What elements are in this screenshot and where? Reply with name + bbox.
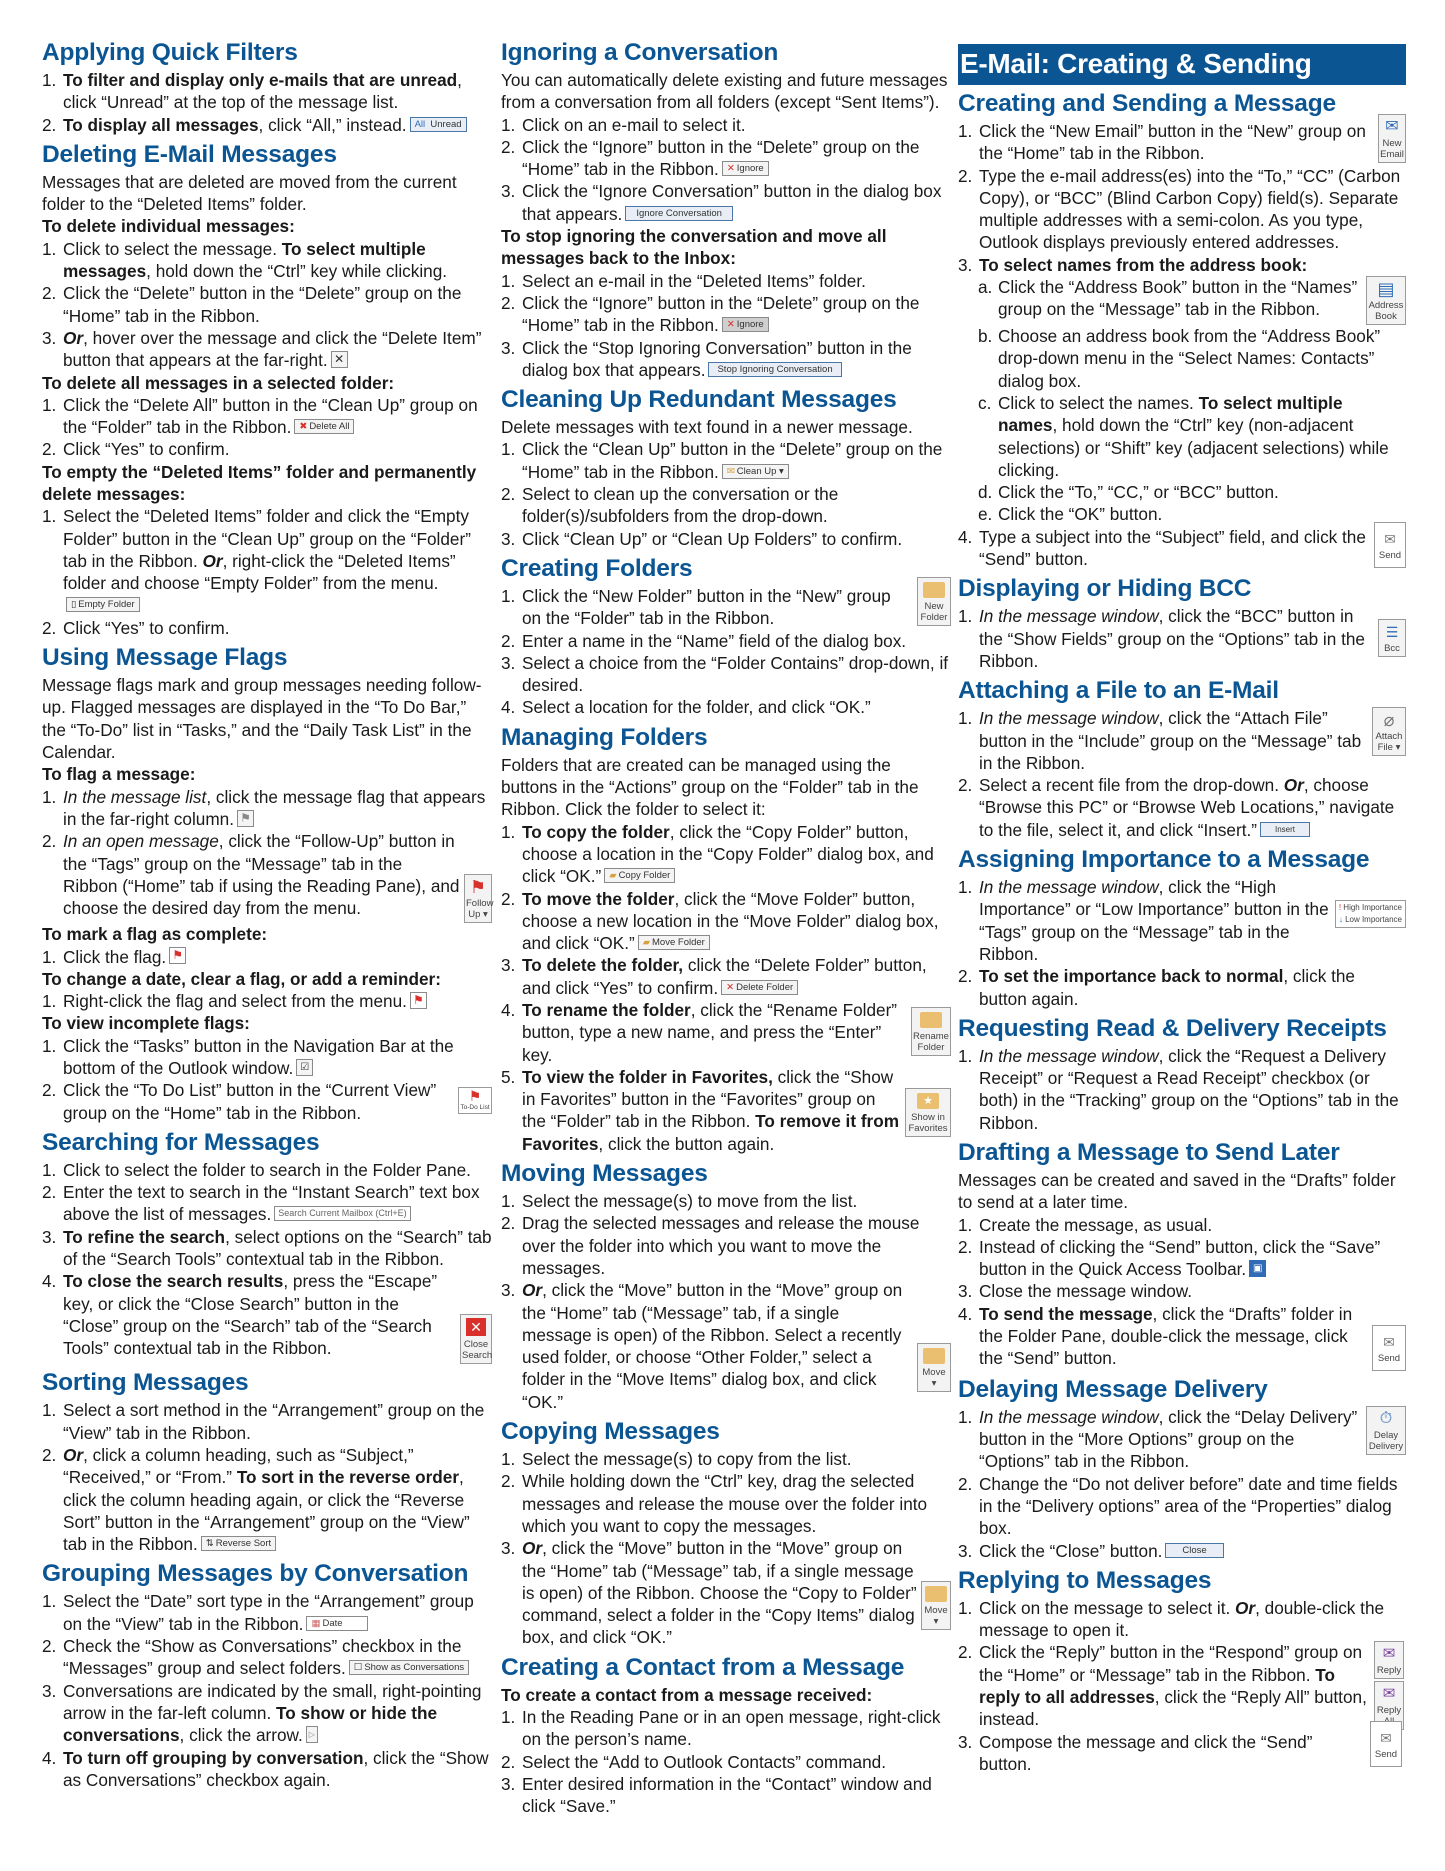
list-subitem: e. Click the “OK” button. <box>978 504 1163 525</box>
red-flag-icon: ⚑ <box>169 947 186 964</box>
list-item: 2. Drag the selected messages and release the mouse over the folder into which you want to move the messages. <box>501 1213 920 1278</box>
list-item: ⚑ To-Do List 2. Click the “To Do List” button in the “Current View” group on the “Home” tab in the Ribbon. <box>42 1079 492 1124</box>
list-item: 2. Click the “Ignore” button in the “Delete” group on the “Home” tab in the Ribbon. ✕ Ignore <box>501 136 920 180</box>
list-item: 4. To turn off grouping by conversation, click the “Show as Conversations” checkbox again. <box>42 1747 489 1790</box>
send-button-icon: ✉ Send <box>1372 1325 1406 1371</box>
list-subitem: b. Choose an address book from the “Address Book” drop-down menu in the “Select Names: Contacts” dialog box. <box>978 326 1381 391</box>
intro-text: Folders that are created can be managed using the buttons in the “Actions” group on the “Folder” tab in the Ribbon. Click the folder to select it: <box>501 754 919 820</box>
list-item: 2. Instead of clicking the “Send” button, click the “Save” button in the Quick Access Toolbar. ▣ <box>958 1236 1381 1280</box>
heading-bcc: Displaying or Hiding BCC <box>958 575 1252 603</box>
list-item: 2. To move the folder, click the “Move Folder” button, choose a new location in the “Move Folder” dialog box, and click “OK.” ▰ Move Folder <box>501 888 939 954</box>
send-button-icon: ✉ Send <box>1370 1721 1402 1767</box>
insert-button-icon: Insert <box>1260 822 1310 837</box>
red-flag-icon: ⚑ <box>410 992 427 1009</box>
reply-all-button-icon: ✉ Reply <box>1374 1681 1404 1730</box>
move-folder-button-icon: ▰ Move Folder <box>638 935 710 950</box>
conversation-arrow-icon: ▷ <box>306 1726 318 1743</box>
list-item: ✉ New Email 1. Click the “New Email” button in the “New” group on the “Home” tab in the Ribbon. <box>958 120 1406 165</box>
list-item: 3. To delete the folder, click the “Delete Folder” button, and click “Yes” to confirm. ✕ Delete Folder <box>501 955 927 998</box>
subheading: To flag a message: <box>42 764 196 785</box>
list-item: 1. Click the “Clean Up” button in the “Delete” group on the “Home” tab in the Ribbon. ✉ Clean Up ▾ <box>501 439 943 482</box>
list-item: 1. Select the “Deleted Items” folder and click the “Empty Folder” button in the “Clean Up” group on the “Folder” tab in the Ribbon. Or, right-click the “Deleted Items” folder and choose “Empty Folder” from the menu.▯ Empty Folder <box>42 506 471 611</box>
subheading: To delete all messages in a selected folder: <box>42 372 395 393</box>
subheading: To view incomplete flags: <box>42 1013 250 1034</box>
move-button-icon: Move ▾ <box>917 1343 951 1392</box>
list-item: 3. Or, hover over the message and click the “Delete Item” button that appears at the far-right. ✕ <box>42 327 482 371</box>
copy-folder-button-icon: ▰ Copy Folder <box>604 868 675 883</box>
list-item: 3. To refine the search, select options on the “Search” tab of the “Search Tools” contextual tab in the Ribbon. <box>42 1226 492 1270</box>
column-2 <box>501 38 951 1817</box>
heading-managing-folders: Managing Folders <box>501 723 708 751</box>
show-as-conversations-checkbox-icon: ☐ Show as Conversations <box>349 1660 469 1675</box>
reply-button-icon: ✉ Reply <box>1374 1641 1404 1679</box>
list-subitem: ▤ Address Book a. Click the “Address Book” button in the “Names” group on the “Message” tab in the Ribbon. <box>958 276 1406 325</box>
list-item: 3. Click the “Close” button. Close <box>958 1540 1406 1562</box>
list-item: 1. Select the “Date” sort type in the “Arrangement” group on the “View” tab in the Ribbon. ▦ Date <box>42 1591 474 1634</box>
heading-moving: Moving Messages <box>501 1160 708 1188</box>
list-item: ✉ Send 4. To send the message, click the “Drafts” folder in the Folder Pane, double-click the message, click the “Send” button. <box>958 1303 1406 1371</box>
list-item: 2. To set the importance back to normal, click the button again. <box>958 966 1355 1009</box>
list-item: 1. In the message list, click the message flag that appears in the far-right column. ⚑ <box>42 786 486 829</box>
rename-folder-button-icon: Rename Folder <box>911 1007 951 1056</box>
delete-folder-button-icon: ✕ Delete Folder <box>721 980 798 995</box>
column-1 <box>42 38 492 1791</box>
instant-search-box-icon: Search Current Mailbox (Ctrl+E) <box>274 1206 410 1221</box>
importance-buttons-icon: ! High Importance ↓ Low Importance <box>1335 900 1406 928</box>
list-item: 2. Click “Yes” to confirm. <box>42 617 230 638</box>
list-item: Rename Folder 4. To rename the folder, click the “Rename Folder” button, type a new name, and press the “Enter” key. <box>501 999 951 1066</box>
send-button-icon: ✉ Send <box>1374 522 1406 568</box>
list-item: 1. Select the message(s) to copy from the list. <box>501 1449 852 1470</box>
list-item: 1. Select an e-mail in the “Deleted Items” folder. <box>501 270 866 291</box>
clean-up-button-icon: ✉ Clean Up ▾ <box>722 464 789 479</box>
show-in-favorites-button-icon: ★ Show in Favorites <box>905 1088 951 1137</box>
list-item: 3. Click the “Ignore Conversation” button in the dialog box that appears. Ignore Conversation <box>501 181 942 224</box>
intro-text: Messages that are deleted are moved from the current folder to the “Deleted Items” folder. <box>42 171 457 215</box>
list-item: 4. Select a location for the folder, and click “OK.” <box>501 697 871 718</box>
list-item: 3. Enter desired information in the “Contact” window and click “Save.” <box>501 1773 932 1817</box>
list-item: 1. To filter and display only e-mails that are unread, click “Unread” at the top of the message list. <box>42 70 462 113</box>
heading-creating-contact: Creating a Contact from a Message <box>501 1653 905 1681</box>
ignore-button-icon: ✕ Ignore <box>722 161 769 176</box>
list-item: 3. Click the “Stop Ignoring Conversation” button in the dialog box that appears. Stop Ignoring Conversation <box>501 337 912 380</box>
list-item: ⏱ Delay Delivery 1. In the message window, click the “Delay Delivery” button in the “More Options” group on the “Options” tab in the Ribbon. <box>958 1406 1406 1473</box>
heading-cleaning-up: Cleaning Up Redundant Messages <box>501 386 897 414</box>
delete-item-icon: ✕ <box>331 351 348 368</box>
subheading: To create a contact from a message received: <box>501 1684 873 1705</box>
list-item: 2. Select a recent file from the drop-down. Or, choose “Browse this PC” or “Browse Web Locations,” navigate to the file, select it, and click “Insert.” Insert <box>958 775 1395 840</box>
ignore-button-active-icon: ✕ Ignore <box>722 317 769 332</box>
heading-drafting: Drafting a Message to Send Later <box>958 1138 1340 1166</box>
section-banner: E-Mail: Creating & Sending <box>958 44 1406 85</box>
heading-creating-sending: Creating and Sending a Message <box>958 90 1336 117</box>
list-item: Move ▾ 3. Or, click the “Move” button in the “Move” group on the “Home” tab (“Message” tab, if a single message is open) of the Ribbon. Choose the “Copy to Folder” command, select a folder in the “Copy Items” dialog box, and click “OK.” <box>501 1537 951 1648</box>
list-item: 2. To display all messages, click “All,” instead. All Unread <box>42 114 492 136</box>
heading-applying-quick-filters: Applying Quick Filters <box>42 39 298 66</box>
list-item: 2. Click the “Delete” button in the “Delete” group on the “Home” tab in the Ribbon. <box>42 283 462 326</box>
list-item: 2. Or, click a column heading, such as “Subject,” “Received,” or “From.” To sort in the reverse order, click the column heading again, or click the “Reverse Sort” button in the “Arrangement” group on the “View” tab in the Ribbon. ⇅ Reverse Sort <box>42 1444 470 1555</box>
list-item: 2. Type the e-mail address(es) into the “To,” “CC” (Carbon Copy), or “BCC” (Blind Carbon Copy) field(s). Separate multiple addresses with a semi-colon. As you type, Outlook displays previously entered addresses. <box>958 165 1401 253</box>
list-item: ⚑ Follow Up ▾ 2. In an open message, click the “Follow-Up” button in the “Tags” group on the “Message” tab in the Ribbon (“Home” tab if using the Reading Pane), and choose the desired day from the menu. <box>42 830 492 923</box>
new-email-button-icon: ✉ New Email <box>1378 114 1406 163</box>
heading-sorting: Sorting Messages <box>42 1369 249 1397</box>
list-item: 1. In the Reading Pane or in an open message, right-click on the person’s name. <box>501 1707 941 1750</box>
heading-receipts: Requesting Read & Delivery Receipts <box>958 1014 1387 1042</box>
list-item: 1. Select the message(s) to move from the list. <box>501 1191 858 1212</box>
heading-importance: Assigning Importance to a Message <box>958 846 1370 874</box>
list-item: ! High Importance ↓ Low Importance 1. In the message window, click the “High Importance” or “Low Importance” button in the “Tags” group on the “Message” tab in the Ribbon. <box>958 876 1406 965</box>
reverse-sort-button-icon: ⇅ Reverse Sort <box>201 1536 276 1551</box>
list-subitem: d. Click the “To,” “CC,” or “BCC” button. <box>978 482 1279 503</box>
save-icon: ▣ <box>1249 1260 1266 1277</box>
heading-creating-folders: Creating Folders <box>501 554 693 582</box>
heading-delaying: Delaying Message Delivery <box>958 1375 1268 1403</box>
to-do-list-button-icon: ⚑ To-Do List <box>458 1087 492 1114</box>
list-item: 1. Click the flag. ⚑ <box>42 946 492 968</box>
list-item: 1. In the message window, click the “Request a Delivery Receipt” or “Request a Read Receipt” checkbox (or both) in the “Tracking” group on the “Options” tab in the Ribbon. <box>958 1045 1399 1133</box>
list-item: 3. Select a choice from the “Folder Contains” drop-down, if desired. <box>501 652 949 696</box>
date-sort-button-icon: ▦ Date <box>306 1616 368 1631</box>
delete-all-button-icon: ✖ Delete All <box>294 419 354 434</box>
list-item: 3. Click “Clean Up” or “Clean Up Folders” to confirm. <box>501 528 903 549</box>
list-item: 3. Close the message window. <box>958 1281 1193 1302</box>
delay-delivery-button-icon: ⏱ Delay Delivery <box>1366 1406 1406 1455</box>
list-item: 2. Enter a name in the “Name” field of the dialog box. <box>501 630 907 651</box>
list-item: ✕ Close Search 4. To close the search results, press the “Escape” key, or click the “Close Search” button in the “Close” group on the “Search” tab of the “Search Tools” contextual tab in the Ribbon. <box>42 1270 492 1364</box>
list-item: 2. Select to clean up the conversation or the folder(s)/subfolders from the drop-down. <box>501 484 839 527</box>
list-item: ✉ Send 3. Compose the message and click the “Send” button. <box>958 1731 1406 1776</box>
heading-copying: Copying Messages <box>501 1418 720 1446</box>
heading-deleting-email: Deleting E-Mail Messages <box>42 140 337 168</box>
list-item: ✉ Send 4. Type a subject into the “Subject” field, and click the “Send” button. <box>958 526 1406 571</box>
list-item: ✉ Reply ✉ Reply 2. Click the “Reply” button in the “Respond” group on the “Home” or “Message” tab in the Ribbon. To reply to all addresses, click the “Reply All” button, instead. <box>958 1641 1406 1730</box>
follow-up-button-icon: ⚑ Follow Up ▾ <box>464 874 492 923</box>
intro-text: Messages can be created and saved in the “Drafts” folder to send at a later time. <box>958 1169 1396 1213</box>
intro-text: Message flags mark and group messages needing follow-up. Flagged messages are displayed in the “To Do Bar,” the “To-Do” list in “Tasks,” and the “Daily Task List” in the Calendar. <box>42 675 482 763</box>
list-item: 2. Click the “Ignore” button in the “Delete” group on the “Home” tab in the Ribbon. ✕ Ignore <box>501 292 920 336</box>
heading-searching: Searching for Messages <box>42 1128 320 1156</box>
heading-replying: Replying to Messages <box>958 1566 1212 1594</box>
list-item: 2. Enter the text to search in the “Instant Search” text box above the list of messages. Search Current Mailbox (Ctrl+E) <box>42 1182 480 1225</box>
intro-text: Delete messages with text found in a newer message. <box>501 417 913 438</box>
list-item: 1. Click on the message to select it. Or, double-click the message to open it. <box>958 1597 1385 1641</box>
attach-file-button-icon: ⌀ Attach File ▾ <box>1372 707 1406 756</box>
tasks-icon: ☑ <box>296 1059 313 1076</box>
subheading: To change a date, clear a flag, or add a reminder: <box>42 968 441 989</box>
bcc-button-icon: ☰ Bcc <box>1378 619 1406 657</box>
heading-grouping: Grouping Messages by Conversation <box>42 1560 469 1588</box>
list-item: 1. Click to select the message. To select multiple messages, hold down the “Ctrl” key while clicking. <box>42 238 448 282</box>
stop-ignoring-conversation-button-icon: Stop Ignoring Conversation <box>708 362 841 377</box>
close-search-button-icon: ✕ Close Search <box>460 1314 492 1364</box>
list-item: Move ▾ 3. Or, click the “Move” button in the “Move” group on the “Home” tab (“Message” tab, if a single message is open) of the Ribbon. Select a recently used folder, or choose “Other Folder,” select a folder in the “Move Items” dialog box, and click “OK.” <box>501 1279 951 1413</box>
list-item: ☰ Bcc 1. In the message window, click the “BCC” button in the “Show Fields” group on the “Options” tab in the Ribbon. <box>958 605 1406 672</box>
list-item: 2. Check the “Show as Conversations” checkbox in the “Messages” group and select folders. ☐ Show as Conversations <box>42 1635 492 1680</box>
subheading: To empty the “Deleted Items” folder and permanently delete messages: <box>42 461 477 505</box>
list-item: 1. Click the “Delete All” button in the “Clean Up” group on the “Folder” tab in the Ribbon. ✖ Delete All <box>42 394 478 438</box>
list-item: 2. Click “Yes” to confirm. <box>42 439 230 460</box>
heading-message-flags: Using Message Flags <box>42 644 288 672</box>
list-item: 1. Create the message, as usual. <box>958 1214 1213 1235</box>
list-item: 1. Select a sort method in the “Arrangement” group on the “View” tab in the Ribbon. <box>42 1400 485 1443</box>
column-3 <box>958 38 1406 1775</box>
list-item: 1. Click the “Tasks” button in the Navigation Bar at the bottom of the Outlook window. ☑ <box>42 1035 454 1078</box>
list-item: 1. Click on an e-mail to select it. <box>501 114 746 135</box>
close-button-icon: Close <box>1165 1543 1223 1558</box>
ignore-conversation-button-icon: Ignore Conversation <box>625 206 733 221</box>
heading-ignoring: Ignoring a Conversation <box>501 39 779 66</box>
heading-attaching: Attaching a File to an E-Mail <box>958 677 1279 705</box>
list-item: 1. Right-click the flag and select from the menu. ⚑ <box>42 990 492 1012</box>
move-button-icon: Move ▾ <box>921 1581 951 1630</box>
list-item: 3. Conversations are indicated by the small, right-pointing arrow in the far-left column. To show or hide the conversations, click the arrow. ▷ <box>42 1680 482 1746</box>
list-item: New Folder 1. Click the “New Folder” button in the “New” group on the “Folder” tab in the Ribbon. <box>501 585 951 630</box>
flag-outline-icon: ⚑ <box>237 810 254 827</box>
subheading: To mark a flag as complete: <box>42 924 268 945</box>
list-item: 2. Change the “Do not deliver before” date and time fields in the “Delivery options” area of the “Properties” dialog box. <box>958 1473 1398 1539</box>
list-item: 1. To copy the folder, click the “Copy Folder” button, choose a location in the “Copy Folder” dialog box, and click “OK.” ▰ Copy Folder <box>501 821 934 887</box>
list-subitem: c. Click to select the names. To select multiple names, hold down the “Ctrl” key (non-adjacent selections) or “Shift” key (adjacent selections) while clicking. <box>978 392 1389 480</box>
new-folder-button-icon: New Folder <box>917 577 951 626</box>
list-item: 2. Select the “Add to Outlook Contacts” command. <box>501 1751 886 1772</box>
intro-text: You can automatically delete existing and future messages from a conversation from all folders (except “Sent Items”). <box>501 70 948 113</box>
list-item: 1. Click to select the folder to search in the Folder Pane. <box>42 1159 471 1180</box>
all-unread-filter-icon: All Unread <box>410 117 467 132</box>
list-item: ⌀ Attach File ▾ 1. In the message window, click the “Attach File” button in the “Include” group on the “Message” tab in the Ribbon. <box>958 707 1406 774</box>
list-item: ★ Show in Favorites 5. To view the folder in Favorites, click the “Show in Favorites” button in the “Favorites” group on the “Folder” tab in the Ribbon. To remove it from Favorites, click the button again. <box>501 1066 951 1155</box>
address-book-button-icon: ▤ Address Book <box>1366 276 1406 325</box>
list-item: 3. To select names from the address book: <box>958 254 1308 275</box>
subheading: To stop ignoring the conversation and move all messages back to the Inbox: <box>501 226 887 269</box>
empty-folder-button-icon: ▯ Empty Folder <box>66 597 140 612</box>
subheading: To delete individual messages: <box>42 216 295 237</box>
list-item: 2. While holding down the “Ctrl” key, drag the selected messages and release the mouse over the folder into which you want to copy the messages. <box>501 1471 928 1536</box>
